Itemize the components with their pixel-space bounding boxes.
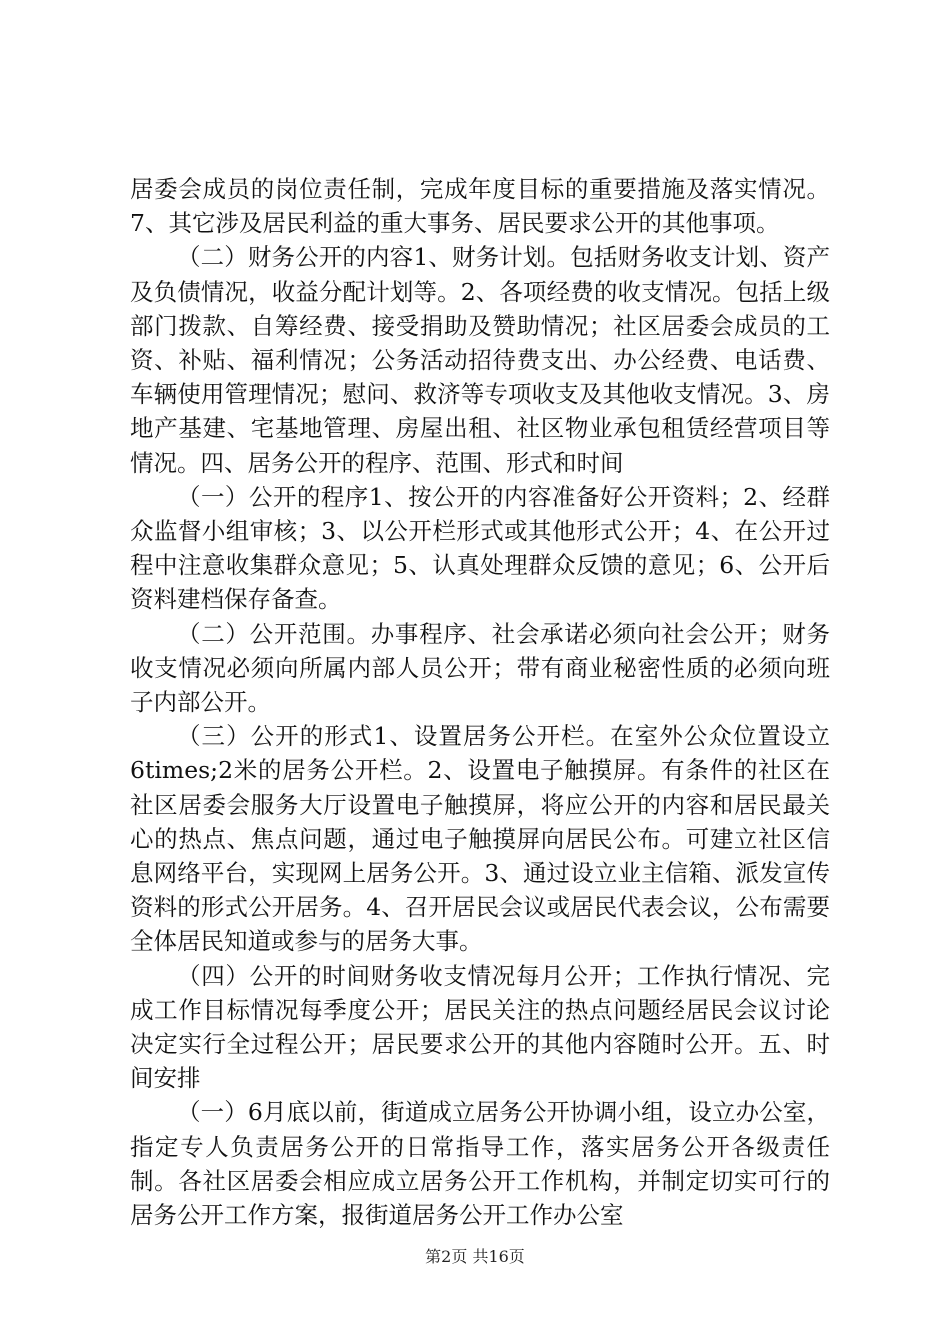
page-number-footer: 第2页 共16页 bbox=[425, 1247, 525, 1266]
document-body bbox=[130, 172, 830, 1232]
paragraph-1: 居委会成员的岗位责任制，完成年度目标的重要措施及落实情况。7、其它涉及居民利益的重大事务、居民要求公开的其他事项。 bbox=[130, 175, 830, 238]
paragraph-7: （一）6月底以前，街道成立居务公开协调小组，设立办公室，指定专人负责居务公开的日常指导工作，落实居务公开各级责任制。各社区居委会相应成立居务公开工作机构，并制定切实可行的居务公开工作方案，报街道居务公开工作办公室 bbox=[130, 1098, 830, 1230]
paragraph-5: （三）公开的形式1、设置居务公开栏。在室外公众位置设立6times;2米的居务公开栏。2、设置电子触摸屏。有条件的社区在社区居委会服务大厅设置电子触摸屏，将应公开的内容和居民最关心的热点、焦点问题，通过电子触摸屏向居民公布。可建立社区信息网络平台，实现网上居务公开。3、通过设立业主信箱、派发宣传资料的形式公开居务。4、召开居民会议或居民代表会议，公布需要全体居民知道或参与的居务大事。 bbox=[130, 722, 830, 956]
paragraph-3: （一）公开的程序1、按公开的内容准备好公开资料；2、经群众监督小组审核；3、以公开栏形式或其他形式公开；4、在公开过程中注意收集群众意见；5、认真处理群众反馈的意见；6、公开后资料建档保存备查。 bbox=[130, 482, 830, 614]
paragraph-4: （二）公开范围。办事程序、社会承诺必须向社会公开；财务收支情况必须向所属内部人员公开；带有商业秘密性质的必须向班子内部公开。 bbox=[130, 619, 830, 717]
paragraph-6: （四）公开的时间财务收支情况每月公开；工作执行情况、完成工作目标情况每季度公开；居民关注的热点问题经居民会议讨论决定实行全过程公开；居民要求公开的其他内容随时公开。五、时间安排 bbox=[130, 961, 830, 1093]
paragraph-2: （二）财务公开的内容1、财务计划。包括财务收支计划、资产及负债情况，收益分配计划等。2、各项经费的收支情况。包括上级部门拨款、自筹经费、接受捐助及赞助情况；社区居委会成员的工资、补贴、福利情况；公务活动招待费支出、办公经费、电话费、车辆使用管理情况；慰问、救济等专项收支及其他收支情况。3、房地产基建、宅基地管理、房屋出租、社区物业承包租赁经营项目等情况。四、居务公开的程序、范围、形式和时间 bbox=[130, 243, 830, 477]
